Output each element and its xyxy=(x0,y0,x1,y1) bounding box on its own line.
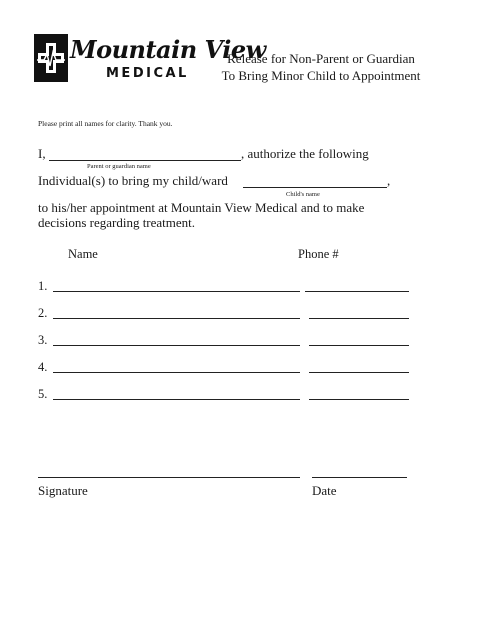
name-field-1[interactable] xyxy=(53,291,300,292)
name-column-header: Name xyxy=(68,247,98,261)
phone-field-5[interactable] xyxy=(309,399,409,400)
row-number-1: 1. xyxy=(38,279,48,293)
statement-individuals: Individual(s) to bring my child/ward xyxy=(38,173,228,188)
name-field-5[interactable] xyxy=(53,399,300,400)
child-name-caption: Child's name xyxy=(286,191,320,198)
parent-name-field[interactable] xyxy=(49,160,241,161)
row-number-5: 5. xyxy=(38,387,48,401)
logo-name: Mountain View xyxy=(70,35,266,64)
date-label: Date xyxy=(312,483,337,498)
row-number-4: 4. xyxy=(38,360,48,374)
row-number-3: 3. xyxy=(38,333,48,347)
parent-name-caption: Parent or guardian name xyxy=(87,163,151,170)
statement-authorize: , authorize the following xyxy=(241,146,369,161)
phone-column-header: Phone # xyxy=(298,247,339,261)
medical-cross-icon xyxy=(34,34,68,82)
phone-field-1[interactable] xyxy=(305,291,409,292)
document-title xyxy=(216,50,426,84)
signature-label: Signature xyxy=(38,483,88,498)
date-field[interactable] xyxy=(312,477,407,478)
statement-comma: , xyxy=(387,173,391,188)
name-field-2[interactable] xyxy=(53,318,300,319)
title-line-2: To Bring Minor Child to Appointment xyxy=(221,68,421,83)
statement-prefix: I, xyxy=(38,146,46,161)
signature-field[interactable] xyxy=(38,477,300,478)
statement-decisions: decisions regarding treatment. xyxy=(38,215,196,230)
phone-field-2[interactable] xyxy=(309,318,409,319)
title-line-1: Release for Non-Parent or Guardian xyxy=(227,51,415,66)
logo-subtitle: MEDICAL xyxy=(106,66,189,81)
name-field-3[interactable] xyxy=(53,345,300,346)
instruction-note: Please print all names for clarity. Thank you. xyxy=(38,119,173,128)
row-number-2: 2. xyxy=(38,306,48,320)
phone-field-4[interactable] xyxy=(309,372,409,373)
statement-appointment: to his/her appointment at Mountain View Medical and to make xyxy=(38,200,365,215)
phone-field-3[interactable] xyxy=(309,345,409,346)
child-name-field[interactable] xyxy=(243,187,387,188)
name-field-4[interactable] xyxy=(53,372,300,373)
